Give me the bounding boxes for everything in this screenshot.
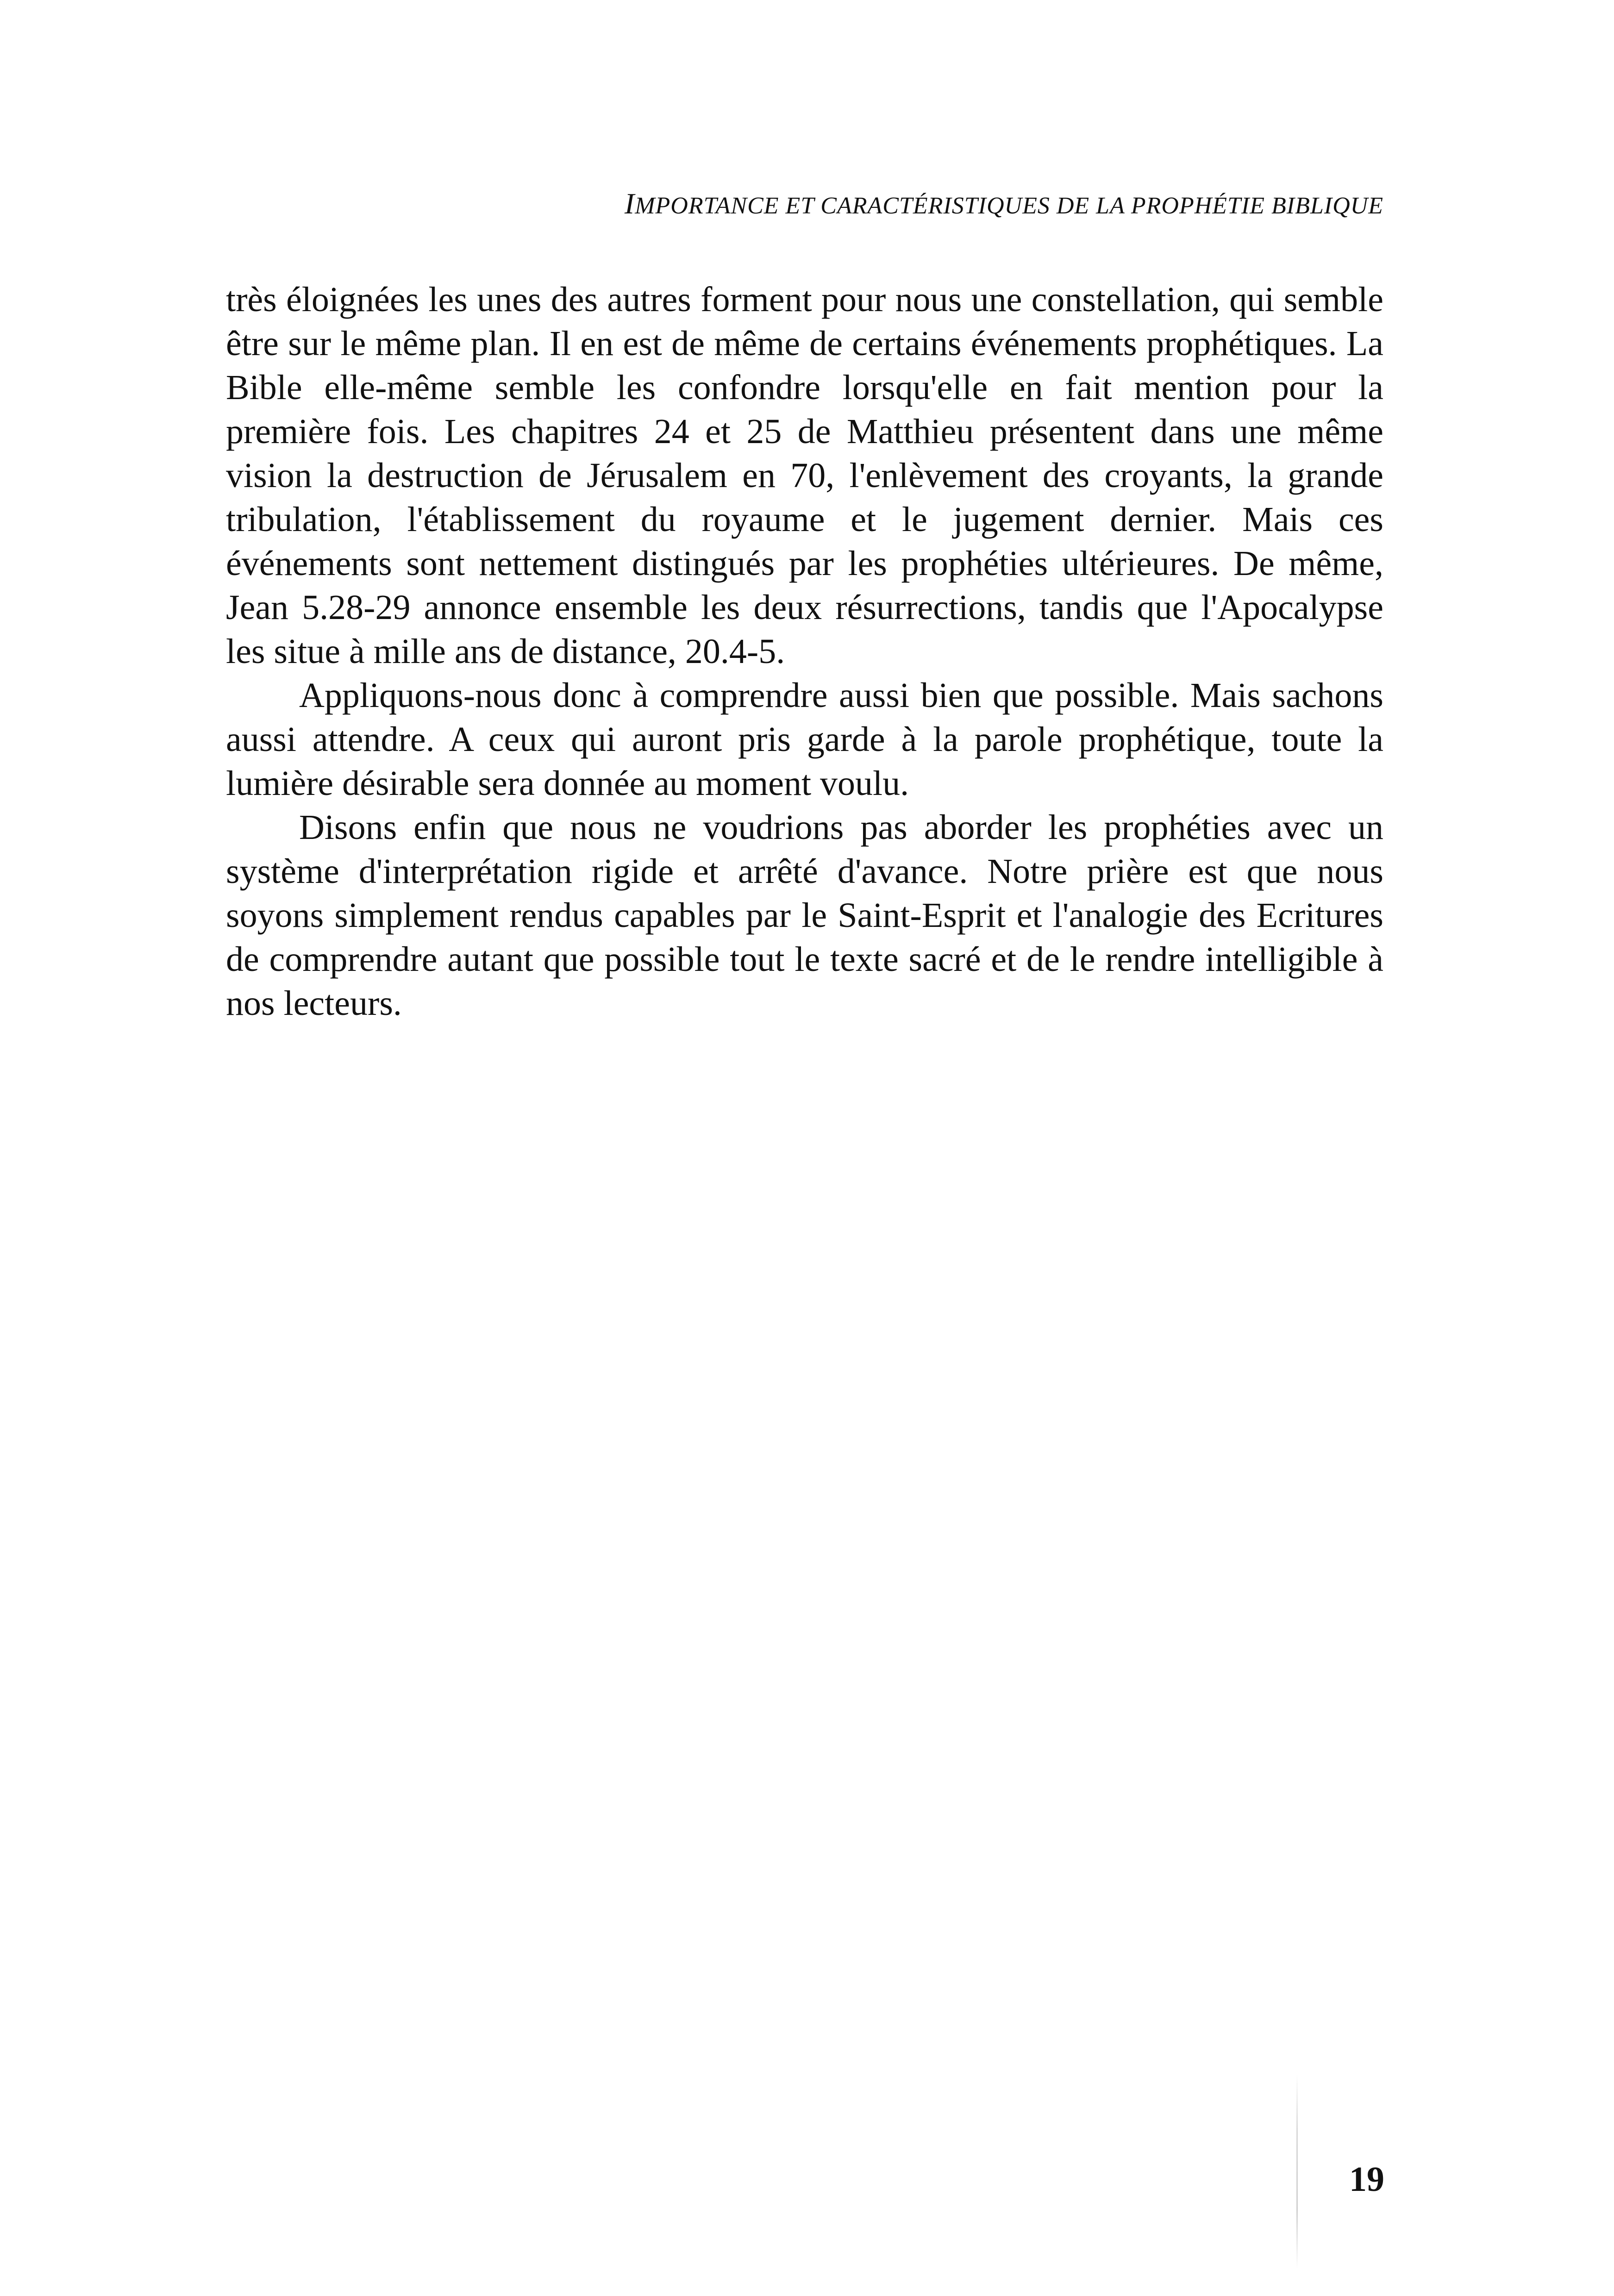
running-header	[346, 185, 1383, 225]
scan-gutter-shadow	[1296, 2074, 1298, 2269]
paragraph-disons: Disons enfin que nous ne voudrions pas aborder les prophéties avec un système d'interprétation rigide et arrêté d'avance. Notre prière est que nous soyons simplement rendus capables par le Saint-Esprit et l'analogie des Ecritures de comprendre autant que possible tout le texte sacré et de le rendre intelligible à nos lecteurs.	[226, 808, 1383, 1023]
running-header-initial: I	[624, 187, 635, 220]
paragraph-appliquons: Appliquons-nous donc à comprendre aussi bien que possible. Mais sachons aussi attendre. A ceux qui auront pris garde à la parole prophétique, toute la lumière désirable sera donnée au moment voulu.	[226, 676, 1383, 803]
running-header-rest: MPORTANCE ET CARACTÉRISTIQUES DE LA PROPHÉTIE BIBLIQUE	[635, 193, 1383, 219]
page-number: 19	[1349, 2160, 1384, 2199]
page-body	[226, 278, 1383, 1026]
paragraph-continuation: très éloignées les unes des autres forment pour nous une constellation, qui semble être sur le même plan. Il en est de même de certains événements prophétiques. La Bible elle-même semble les confondre lorsqu'elle en fait mention pour la première fois. Les chapitres 24 et 25 de Matthieu présentent dans une même vision la destruction de Jérusalem en 70, l'enlèvement des croyants, la grande tribulation, l'établissement du royaume et le jugement dernier. Mais ces événements sont nettement distingués par les prophéties ultérieures. De même, Jean 5.28-29 annonce ensemble les deux résurrections, tandis que l'Apocalypse les situe à mille ans de distance, 20.4-5.	[226, 280, 1383, 671]
